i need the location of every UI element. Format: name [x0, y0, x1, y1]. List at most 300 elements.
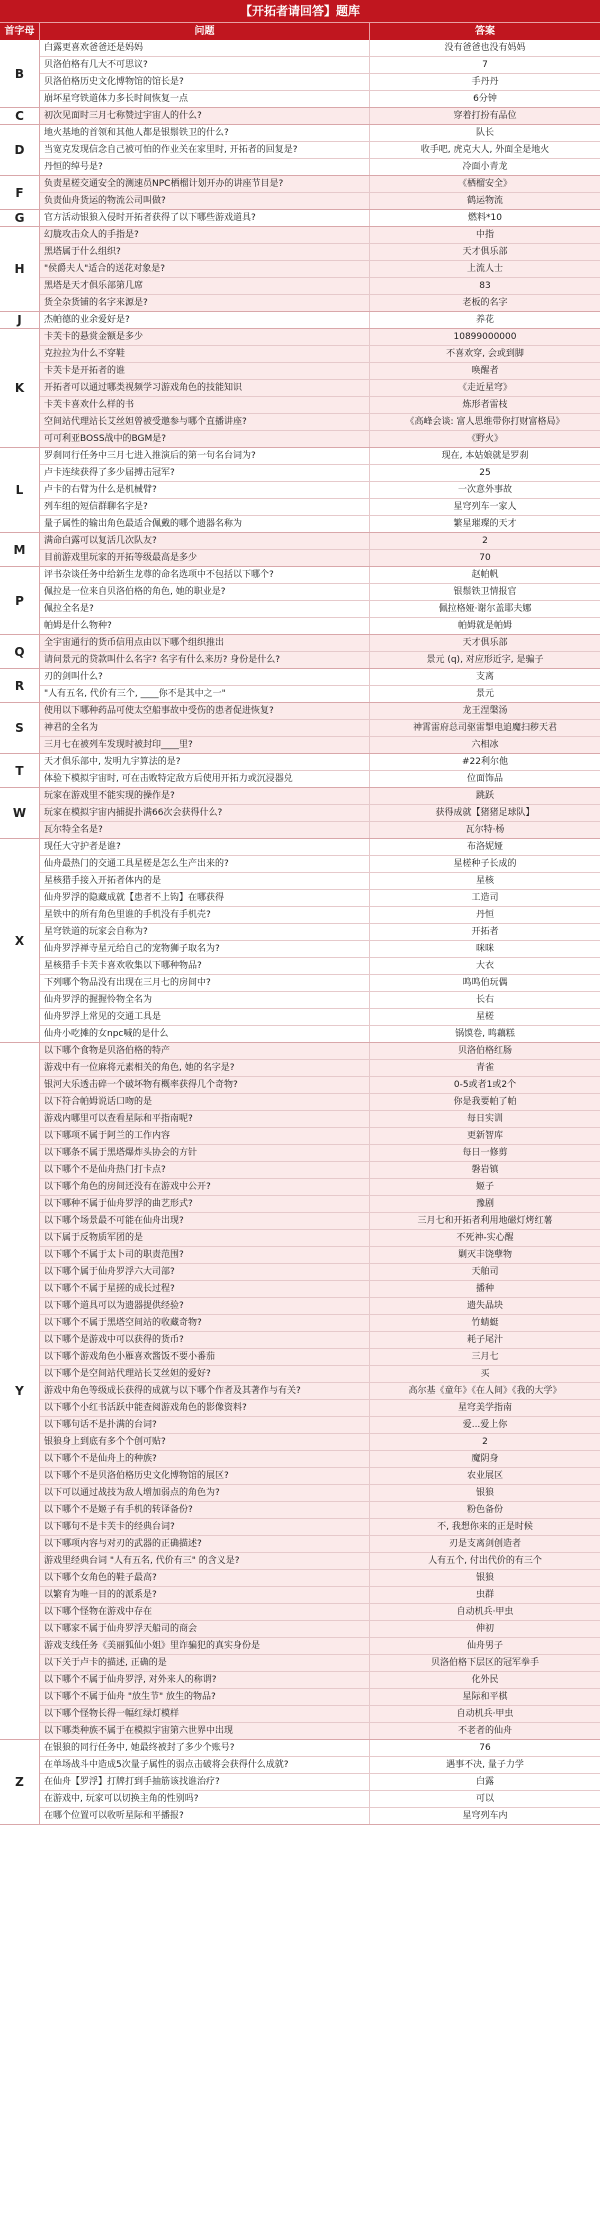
answer-cell: 唤醒者	[471, 366, 499, 376]
answer-cell: 6分钟	[473, 94, 497, 104]
question-cell: 仙舟小吃摊的女npc喊的是什么	[40, 1026, 370, 1042]
answer-cell: 魔阴身	[471, 1454, 499, 1464]
answer-cell: 天才俱乐部	[462, 247, 508, 257]
table-row	[40, 805, 600, 822]
question-cell: 卡芙卡的悬赏金额是多少	[40, 329, 370, 345]
table-row	[40, 1162, 600, 1179]
question-cell: 在游戏中, 玩家可以切换主角的性别吗?	[40, 1791, 370, 1807]
table-row	[40, 1417, 600, 1434]
table-row	[40, 346, 600, 363]
answer-cell: 青雀	[475, 1063, 494, 1073]
answer-cell: 贝洛伯格下层区的冠军拳手	[430, 1658, 539, 1668]
question-cell: 天才俱乐部中, 发明九宇算法的是?	[40, 754, 370, 770]
question-cell: 仙舟罗浮的隐藏成就【患者不上钩】在哪获得	[40, 890, 370, 906]
answer-cell: 你是我要帕了帕	[453, 1097, 517, 1107]
answer-cell: 三月七	[471, 1352, 499, 1362]
answer-cell: 姬子	[475, 1182, 494, 1192]
question-cell: 仙舟罗浮上常见的交通工具是	[40, 1009, 370, 1025]
question-cell: 幻胧攻击众人的手指是?	[40, 227, 370, 243]
answer-cell: 开拓者	[471, 927, 499, 937]
question-cell: 现任大守护者是谁?	[40, 839, 370, 855]
question-cell: 游戏内哪里可以查看星际和平指南呢?	[40, 1111, 370, 1127]
answer-cell: 繁星璀璨的天才	[453, 519, 517, 529]
question-cell: 以下可以通过战技为敌人增加弱点的角色为?	[40, 1485, 370, 1501]
answer-cell: 赵帕帆	[471, 570, 499, 580]
question-cell: 以下哪个场景最不可能在仙舟出现?	[40, 1213, 370, 1229]
question-cell: 以下符合帕姆说话口吻的是	[40, 1094, 370, 1110]
answer-cell: 六相冰	[471, 740, 499, 750]
answer-cell: 神霄雷府总司驱雷掣电追魔扫秽天君	[412, 723, 557, 733]
table-row	[40, 244, 600, 261]
group-letter: Y	[0, 1043, 40, 1739]
question-cell: 开拓者可以通过哪类视频学习游戏角色的技能知识	[40, 380, 370, 396]
table-row	[40, 1281, 600, 1298]
question-cell: 玩家在游戏里不能实现的操作是?	[40, 788, 370, 804]
table-row	[40, 1791, 600, 1808]
table-row	[40, 516, 600, 532]
question-cell: 星核猎手卡芙卡喜欢收集以下哪种物品?	[40, 958, 370, 974]
group-rows	[40, 754, 600, 787]
letter-group	[0, 669, 600, 703]
table-row	[40, 601, 600, 618]
table-row	[40, 1570, 600, 1587]
question-cell: 以下哪个怪物在游戏中存在	[40, 1604, 370, 1620]
letter-group	[0, 125, 600, 176]
answer-cell: 83	[479, 281, 491, 291]
group-letter: H	[0, 227, 40, 311]
table-row	[40, 958, 600, 975]
answer-cell: 贝洛伯格红肠	[457, 1046, 512, 1056]
question-cell: 卢卡连续获得了多少届搏击冠军?	[40, 465, 370, 481]
answer-cell: 10899000000	[453, 332, 517, 342]
table-row	[40, 1553, 600, 1570]
letter-group	[0, 40, 600, 108]
table-row	[40, 924, 600, 941]
question-cell: 以下哪个女角色的鞋子最高?	[40, 1570, 370, 1586]
question-cell: 罗刹同行任务中三月七进入推演后的第一句名台词为?	[40, 448, 370, 464]
table-row	[40, 1672, 600, 1689]
table-row	[40, 1536, 600, 1553]
table-row	[40, 1128, 600, 1145]
answer-cell: 中指	[475, 230, 494, 240]
table-row	[40, 1383, 600, 1400]
table-row	[40, 1587, 600, 1604]
question-cell: 地火基地的首领和其他人都是银鬃铁卫的什么?	[40, 125, 370, 141]
question-cell: 以下哪句话不是扑满的台词?	[40, 1417, 370, 1433]
answer-cell: 养花	[475, 315, 494, 325]
header-letter: 首字母	[0, 23, 40, 40]
answer-cell: 自动机兵·甲虫	[456, 1607, 514, 1617]
answer-cell: 燃料*10	[468, 213, 502, 223]
table-row	[40, 652, 600, 668]
question-cell: 以下哪项不属于阿兰的工作内容	[40, 1128, 370, 1144]
table-row	[40, 91, 600, 107]
table-row	[40, 1434, 600, 1451]
question-cell: 请问景元的贷款叫什么名字? 名字有什么来历? 身份是什么?	[40, 652, 370, 668]
group-rows	[40, 40, 600, 107]
group-rows	[40, 1043, 600, 1739]
table-body	[0, 40, 600, 1825]
question-cell: 可可利亚BOSS战中的BGM是?	[40, 431, 370, 447]
table-row	[40, 1638, 600, 1655]
table-row	[40, 1451, 600, 1468]
group-rows	[40, 635, 600, 668]
answer-cell: 银狼	[475, 1488, 494, 1498]
answer-cell: 大衣	[475, 961, 494, 971]
table-row	[40, 1706, 600, 1723]
table-row	[40, 754, 600, 771]
question-cell: 玩家在模拟宇宙内捕捉扑满66次会获得什么?	[40, 805, 370, 821]
table-row	[40, 1332, 600, 1349]
question-cell: 评书杂谈任务中给新生龙尊的命名选项中不包括以下哪个?	[40, 567, 370, 583]
table-row	[40, 1145, 600, 1162]
answer-cell: 磐岩镇	[471, 1165, 499, 1175]
question-cell: 星铁中的所有角色里谁的手机没有手机壳?	[40, 907, 370, 923]
answer-cell: 现在, 本姑娘就是罗刹	[441, 451, 529, 461]
question-cell: 以下哪项内容与对刃的武器的正确描述?	[40, 1536, 370, 1552]
answer-cell: 星槎	[475, 1012, 494, 1022]
question-cell: 以下哪个游戏角色小雁喜欢酱饭不要小番茄	[40, 1349, 370, 1365]
question-cell: 以下哪个角色的房间还没有在游戏中公开?	[40, 1179, 370, 1195]
table-row	[40, 499, 600, 516]
table-row	[40, 193, 600, 209]
answer-cell: 银狼	[475, 1573, 494, 1583]
question-cell: 佩拉全名是?	[40, 601, 370, 617]
letter-group	[0, 108, 600, 125]
group-letter: L	[0, 448, 40, 532]
letter-group	[0, 1740, 600, 1825]
letter-group	[0, 448, 600, 533]
letter-group	[0, 839, 600, 1043]
table-row	[40, 363, 600, 380]
table-row	[40, 312, 600, 328]
question-cell: 卢卡的右臂为什么是机械臂?	[40, 482, 370, 498]
table-row	[40, 1468, 600, 1485]
question-cell: 白露更喜欢爸爸还是妈妈	[40, 40, 370, 56]
table-row	[40, 737, 600, 753]
answer-cell: 冷面小青龙	[462, 162, 508, 172]
table-row	[40, 992, 600, 1009]
question-cell: 以下哪个小红书活跃中能查阅游戏角色的影像资料?	[40, 1400, 370, 1416]
answer-cell: 0-5或者1或2个	[453, 1080, 517, 1090]
answer-cell: 高尔基《童年》《在人间》《我的大学》	[408, 1386, 562, 1396]
table-row	[40, 975, 600, 992]
group-rows	[40, 839, 600, 1042]
question-cell: 以下哪个是空间站代理站长艾丝妲的爱好?	[40, 1366, 370, 1382]
letter-group	[0, 176, 600, 210]
question-cell: 以下哪个属于仙舟罗浮六大司部?	[40, 1264, 370, 1280]
answer-cell: 2	[482, 1437, 488, 1447]
answer-cell: 买	[480, 1369, 490, 1379]
question-cell: 在哪个位置可以收听星际和平播报?	[40, 1808, 370, 1824]
group-rows	[40, 176, 600, 209]
letter-group	[0, 635, 600, 669]
answer-cell: 《栖榴安全》	[457, 179, 512, 189]
answer-cell: 支离	[475, 672, 494, 682]
answer-cell: 星际和平棋	[462, 1692, 508, 1702]
table-row	[40, 1009, 600, 1026]
table-row	[40, 856, 600, 873]
table-row	[40, 1655, 600, 1672]
group-rows	[40, 567, 600, 634]
table-row	[40, 74, 600, 91]
group-letter: Q	[0, 635, 40, 668]
page-title: 【开拓者请回答】题库	[0, 0, 600, 22]
answer-cell: 收手吧, 虎克大人, 外面全是地火	[420, 145, 550, 155]
table-row	[40, 1043, 600, 1060]
question-cell: 量子属性的输出角色最适合佩戴的哪个遗器名称为	[40, 516, 370, 532]
table-row	[40, 465, 600, 482]
question-cell: 克拉拉为什么不穿鞋	[40, 346, 370, 362]
letter-group	[0, 567, 600, 635]
question-cell: "侯爵夫人"适合的送花对象是?	[40, 261, 370, 277]
answer-cell: 没有爸爸也没有妈妈	[444, 43, 526, 53]
answer-cell: 不老者的仙舟	[457, 1726, 512, 1736]
question-cell: 刃的剑叫什么?	[40, 669, 370, 685]
table-header	[0, 22, 600, 40]
question-cell: 以下哪个食物是贝洛伯格的特产	[40, 1043, 370, 1059]
question-cell: 在单场战斗中造成5次量子属性的弱点击破将会获得什么成就?	[40, 1757, 370, 1773]
answer-cell: 播种	[475, 1284, 494, 1294]
group-rows	[40, 1740, 600, 1824]
table-row	[40, 1485, 600, 1502]
answer-cell: 豫剧	[475, 1199, 494, 1209]
table-row	[40, 1621, 600, 1638]
answer-cell: 一次意外事故	[457, 485, 512, 495]
table-row	[40, 108, 600, 124]
question-cell: 帕姆是什么物种?	[40, 618, 370, 634]
table-row	[40, 788, 600, 805]
question-cell: 以下哪个不属于仙舟罗浮, 对外来人的称谓?	[40, 1672, 370, 1688]
group-rows	[40, 448, 600, 532]
answer-cell: 竹蜻蜓	[471, 1318, 499, 1328]
group-letter: C	[0, 108, 40, 124]
table-row	[40, 227, 600, 244]
answer-cell: 星槎种子长成的	[453, 859, 517, 869]
question-cell: 以下哪类种族不属于在模拟宇宙第六世界中出现	[40, 1723, 370, 1739]
answer-cell: 农业展区	[466, 1471, 503, 1481]
answer-cell: 粉色备份	[466, 1505, 503, 1515]
question-cell: 在银狼的同行任务中, 她最终被封了多少个账号?	[40, 1740, 370, 1756]
answer-cell: 人有五个, 付出代价的有三个	[428, 1556, 542, 1566]
question-cell: 空间站代理站长艾丝妲曾被受邀参与哪个直播讲座?	[40, 414, 370, 430]
group-rows	[40, 788, 600, 838]
table-row	[40, 414, 600, 431]
answer-cell: 手丹丹	[471, 77, 499, 87]
group-letter: D	[0, 125, 40, 175]
answer-cell: 刃是支离剑创造者	[448, 1539, 521, 1549]
question-cell: 以下哪个不属于黑塔空间站的收藏奇物?	[40, 1315, 370, 1331]
group-rows	[40, 108, 600, 124]
group-letter: W	[0, 788, 40, 838]
group-letter: G	[0, 210, 40, 226]
table-row	[40, 1349, 600, 1366]
group-rows	[40, 125, 600, 175]
letter-group	[0, 533, 600, 567]
answer-cell: 化外民	[471, 1675, 499, 1685]
answer-cell: 每日实训	[466, 1114, 503, 1124]
letter-group	[0, 210, 600, 227]
question-cell: 仙舟最热门的交通工具星槎是怎么生产出来的?	[40, 856, 370, 872]
answer-cell: 队长	[475, 128, 494, 138]
table-row	[40, 329, 600, 346]
question-cell: 银狼身上到底有多个个创可贴?	[40, 1434, 370, 1450]
table-row	[40, 907, 600, 924]
table-row	[40, 1111, 600, 1128]
question-cell: 以下哪家不属于仙舟罗浮天船司的商会	[40, 1621, 370, 1637]
question-cell: 全宇宙通行的货币信用点由以下哪个组织推出	[40, 635, 370, 651]
table-row	[40, 142, 600, 159]
answer-cell: 银鬃铁卫情报官	[453, 587, 517, 597]
table-row	[40, 1213, 600, 1230]
question-cell: 卡芙卡是开拓者的谁	[40, 363, 370, 379]
answer-cell: 遇事不决, 量子力学	[446, 1760, 524, 1770]
table-row	[40, 210, 600, 226]
table-row	[40, 669, 600, 686]
group-letter: F	[0, 176, 40, 209]
table-row	[40, 1723, 600, 1739]
question-cell: 卡芙卡喜欢什么样的书	[40, 397, 370, 413]
answer-cell: 仙舟男子	[466, 1641, 503, 1651]
question-cell: 仙舟罗浮的握握怜物全名为	[40, 992, 370, 1008]
question-cell: 初次见面时三月七称赞过宇宙人的什么?	[40, 108, 370, 124]
answer-cell: 炼形者雷枝	[462, 400, 508, 410]
table-row	[40, 822, 600, 838]
table-row	[40, 397, 600, 414]
question-cell: 游戏中有一位麻将元素相关的角色, 她的名字是?	[40, 1060, 370, 1076]
group-letter: K	[0, 329, 40, 447]
answer-cell: 自动机兵·甲虫	[456, 1709, 514, 1719]
question-cell: 游戏支线任务《美丽狐仙小姐》里诈骗犯的真实身份是	[40, 1638, 370, 1654]
answer-cell: 鸣鸣伯玩偶	[462, 978, 508, 988]
table-row	[40, 1400, 600, 1417]
table-row	[40, 159, 600, 175]
table-row	[40, 550, 600, 566]
table-row	[40, 1094, 600, 1111]
table-row	[40, 839, 600, 856]
question-cell: 以下关于卢卡的描述, 正确的是	[40, 1655, 370, 1671]
question-cell: 以下哪个是游戏中可以获得的货币?	[40, 1332, 370, 1348]
table-row	[40, 1740, 600, 1757]
table-row	[40, 295, 600, 311]
question-cell: 银河大乐透击碎一个破坏物有概率获得几个奇物?	[40, 1077, 370, 1093]
header-question: 问题	[40, 23, 370, 40]
question-cell: 以下哪个不属于仙舟 "放生节" 放生的物品?	[40, 1689, 370, 1705]
question-cell: 游戏里经典台词 "人有五名, 代价有三" 的含义是?	[40, 1553, 370, 1569]
question-cell: 负责仙舟货运的物流公司叫做?	[40, 193, 370, 209]
group-rows	[40, 533, 600, 566]
answer-cell: 天才俱乐部	[462, 638, 508, 648]
answer-cell: 《野火》	[466, 434, 503, 444]
question-cell: 满命白露可以复活几次队友?	[40, 533, 370, 549]
table-row	[40, 1060, 600, 1077]
table-row	[40, 125, 600, 142]
answer-cell: 白露	[475, 1777, 494, 1787]
answer-cell: 跳跃	[475, 791, 494, 801]
group-rows	[40, 227, 600, 311]
table-row	[40, 635, 600, 652]
question-cell: 以下哪个道具可以为遗器提供经验?	[40, 1298, 370, 1314]
question-cell: 三月七在被列车发现时被封印____里?	[40, 737, 370, 753]
group-rows	[40, 703, 600, 753]
answer-cell: 星穹美学指南	[457, 1403, 512, 1413]
table-row	[40, 1808, 600, 1824]
question-cell: 崩坏星穹铁道体力多长时间恢复一点	[40, 91, 370, 107]
table-row	[40, 278, 600, 295]
question-cell: 在仙舟【罗浮】打牌打到手抽筋该找谁治疗?	[40, 1774, 370, 1790]
answer-cell: 鹤运物流	[466, 196, 503, 206]
question-cell: 以下哪个不属于太卜司的职责范围?	[40, 1247, 370, 1263]
question-cell: 以下哪个怪物长得一幅红绿灯模样	[40, 1706, 370, 1722]
question-cell: 以下属于反物质军团的是	[40, 1230, 370, 1246]
answer-cell: 星穹列车内	[462, 1811, 508, 1821]
table-row	[40, 1502, 600, 1519]
question-cell: 星穹铁道的玩家会自称为?	[40, 924, 370, 940]
answer-cell: 可以	[475, 1794, 494, 1804]
answer-cell: 景元 (q), 对应形近字, 是骗子	[426, 655, 544, 665]
group-letter: B	[0, 40, 40, 107]
answer-cell: 工造司	[471, 893, 499, 903]
question-cell: 下列哪个物品没有出现在三月七的房间中?	[40, 975, 370, 991]
table-row	[40, 57, 600, 74]
question-cell: 以下哪个不属于星搓的成长过程?	[40, 1281, 370, 1297]
question-cell: 官方活动银狼入侵时开拓者获得了以下哪些游戏道具?	[40, 210, 370, 226]
table-row	[40, 1604, 600, 1621]
question-cell: 游戏中角色等级成长获得的成就与以下哪个作者及其著作与有关?	[40, 1383, 370, 1399]
table-row	[40, 482, 600, 499]
question-cell: 神君的全名为	[40, 720, 370, 736]
group-letter: R	[0, 669, 40, 702]
letter-group	[0, 754, 600, 788]
table-row	[40, 567, 600, 584]
question-cell: 负责星槎交通安全的测速员NPC栖榴计划开办的讲座节目是?	[40, 176, 370, 192]
answer-cell: 遗失晶块	[466, 1301, 503, 1311]
letter-group	[0, 703, 600, 754]
group-letter: T	[0, 754, 40, 787]
question-cell: 瓦尔特全名是?	[40, 822, 370, 838]
table-row	[40, 720, 600, 737]
table-row	[40, 1366, 600, 1383]
table-row	[40, 1264, 600, 1281]
table-row	[40, 618, 600, 634]
question-cell: 以下哪种不属于仙舟罗浮的曲艺形式?	[40, 1196, 370, 1212]
answer-cell: 不, 我想你来的正是时候	[437, 1522, 533, 1532]
group-letter: P	[0, 567, 40, 634]
question-cell: 黑塔是天才俱乐部第几席	[40, 278, 370, 294]
answer-cell: 景元	[475, 689, 494, 699]
table-row	[40, 448, 600, 465]
question-cell: 杰帕德的业余爱好是?	[40, 312, 370, 328]
letter-group	[0, 1043, 600, 1740]
table-row	[40, 1298, 600, 1315]
answer-cell: 星穹列车一家人	[453, 502, 517, 512]
answer-cell: 布洛妮娅	[466, 842, 503, 852]
letter-group	[0, 312, 600, 329]
header-answer: 答案	[475, 26, 495, 37]
answer-cell: 7	[482, 60, 488, 70]
question-cell: 以下哪个不是仙舟上的种族?	[40, 1451, 370, 1467]
answer-cell: #22利尔他	[462, 757, 508, 767]
answer-cell: 长右	[475, 995, 494, 1005]
answer-cell: 不喜欢穿, 会或到脚	[446, 349, 524, 359]
question-cell: 当宽克发现信念自己被可怕的作业关在家里时, 开拓者的回复是?	[40, 142, 370, 158]
table-row	[40, 1315, 600, 1332]
table-row	[40, 431, 600, 447]
group-letter: Z	[0, 1740, 40, 1824]
table-row	[40, 1077, 600, 1094]
answer-cell: 帕姆就是帕姆	[457, 621, 512, 631]
table-row	[40, 941, 600, 958]
